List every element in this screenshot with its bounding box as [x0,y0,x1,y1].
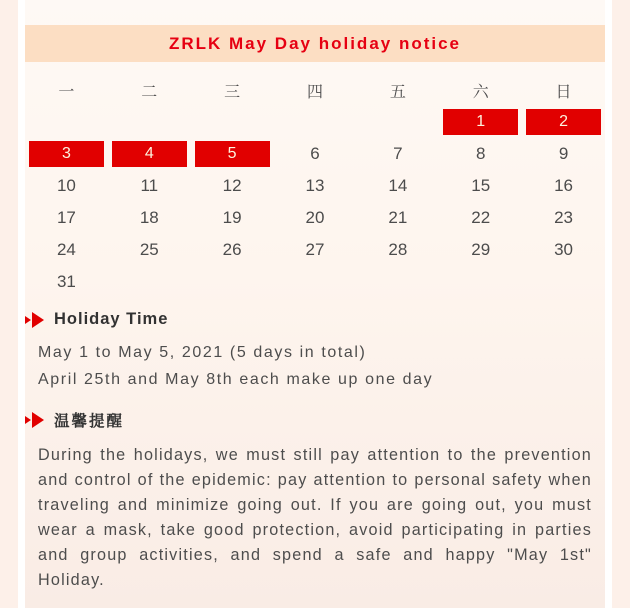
calendar-day-cell [306,208,325,228]
calendar-day-cell [471,176,490,196]
calendar-day-cell [112,141,187,167]
calendar-day-cell [388,208,407,228]
calendar-week-row [25,106,605,138]
calendar-weekday: 六 [472,83,489,101]
calendar-day: 17 [56,208,76,227]
calendar-day: 24 [56,240,76,259]
calendar-day: 12 [222,176,242,195]
calendar-day: 14 [388,176,408,195]
page-title: ZRLK May Day holiday notice [168,33,462,53]
calendar-day: 9 [558,144,569,163]
notice-card [18,0,612,608]
calendar-day: 27 [305,240,325,259]
calendar-weekday: 日 [555,83,572,101]
calendar-day-cell [223,176,242,196]
calendar-weekday: 二 [141,83,158,101]
notice-content [25,0,605,608]
calendar-day-cell [140,240,159,260]
calendar-day: 15 [471,176,491,195]
calendar-weekday-row [25,74,605,106]
red-arrow-icon [32,312,44,328]
calendar-day-cell [223,240,242,260]
calendar-week-row [25,266,605,298]
red-arrow-icon [25,412,31,428]
calendar-day-cell [140,208,159,228]
calendar-day-cell [29,141,104,167]
calendar-weekday: 三 [224,83,241,101]
calendar-day: 16 [554,176,574,195]
calendar-day: 6 [310,144,320,163]
calendar-day: 22 [471,208,491,227]
calendar-day-cell [223,208,242,228]
red-arrow-icon [32,412,44,428]
calendar-week-row [25,170,605,202]
calendar-day: 19 [222,208,242,227]
holiday-day: 1 [443,109,518,135]
reminder-paragraph: During the holidays, we must still pay attention to the prevention and control of the epidemic: pay attention to personal safety when traveling and minimize going out. If you are going out, you must wear a mask, take good protection, avoid participating in parties and group activities, and spend a safe and happy "May 1st" Holiday. [38,446,592,589]
calendar-day: 7 [393,144,403,163]
reminder-heading [25,409,605,431]
title-bar [25,25,605,62]
holiday-time-heading [25,310,605,329]
calendar-day-cell [388,240,407,260]
calendar-day: 20 [305,208,325,227]
calendar-weekday: 四 [306,83,323,101]
calendar-day: 18 [139,208,159,227]
calendar-day-cell [393,144,402,164]
calendar-week-row [25,138,605,170]
calendar-day-cell [140,176,158,196]
calendar-week-row [25,234,605,266]
calendar-day: 26 [222,240,242,259]
calendar-weekday: 五 [389,83,406,101]
calendar-day-cell [471,208,490,228]
calendar-day-cell [57,176,76,196]
red-arrow-icon [25,312,31,328]
calendar-day-cell [554,176,573,196]
holiday-time-heading-label: Holiday Time [54,310,169,328]
calendar-day-cell [443,109,518,135]
calendar-day-cell [310,144,319,164]
calendar-day-cell [195,141,270,167]
calendar-day-cell [388,176,407,196]
calendar-day: 25 [139,240,159,259]
calendar-day: 10 [56,176,76,195]
calendar-day-cell [471,240,490,260]
calendar-day-cell [554,240,573,260]
holiday-day: 4 [112,141,187,167]
calendar [25,74,605,298]
calendar-day-cell [306,240,325,260]
calendar-day-cell [476,144,485,164]
calendar-day: 29 [471,240,491,259]
calendar-day: 13 [305,176,325,195]
calendar-day: 30 [554,240,574,259]
holiday-time-details [38,339,605,393]
holiday-dates-line: May 1 to May 5, 2021 (5 days in total) [38,344,367,361]
calendar-day-cell [554,208,573,228]
makeup-days-line: April 25th and May 8th each make up one day [38,371,434,388]
calendar-day-cell [57,240,76,260]
calendar-day-cell [559,144,568,164]
calendar-day-cell [57,208,76,228]
calendar-day-cell [526,109,601,135]
reminder-heading-label: 温馨提醒 [54,413,125,430]
calendar-day: 11 [140,176,159,195]
calendar-day: 23 [554,208,574,227]
calendar-day: 8 [475,144,486,163]
holiday-day: 3 [29,141,104,167]
calendar-day: 28 [388,240,408,259]
calendar-day: 31 [56,272,76,291]
calendar-weekday: 一 [58,83,75,101]
calendar-day-cell [57,272,76,292]
holiday-day: 5 [195,141,270,167]
holiday-day: 2 [526,109,601,135]
calendar-day-cell [306,176,325,196]
calendar-day: 21 [388,208,408,227]
calendar-week-row [25,202,605,234]
